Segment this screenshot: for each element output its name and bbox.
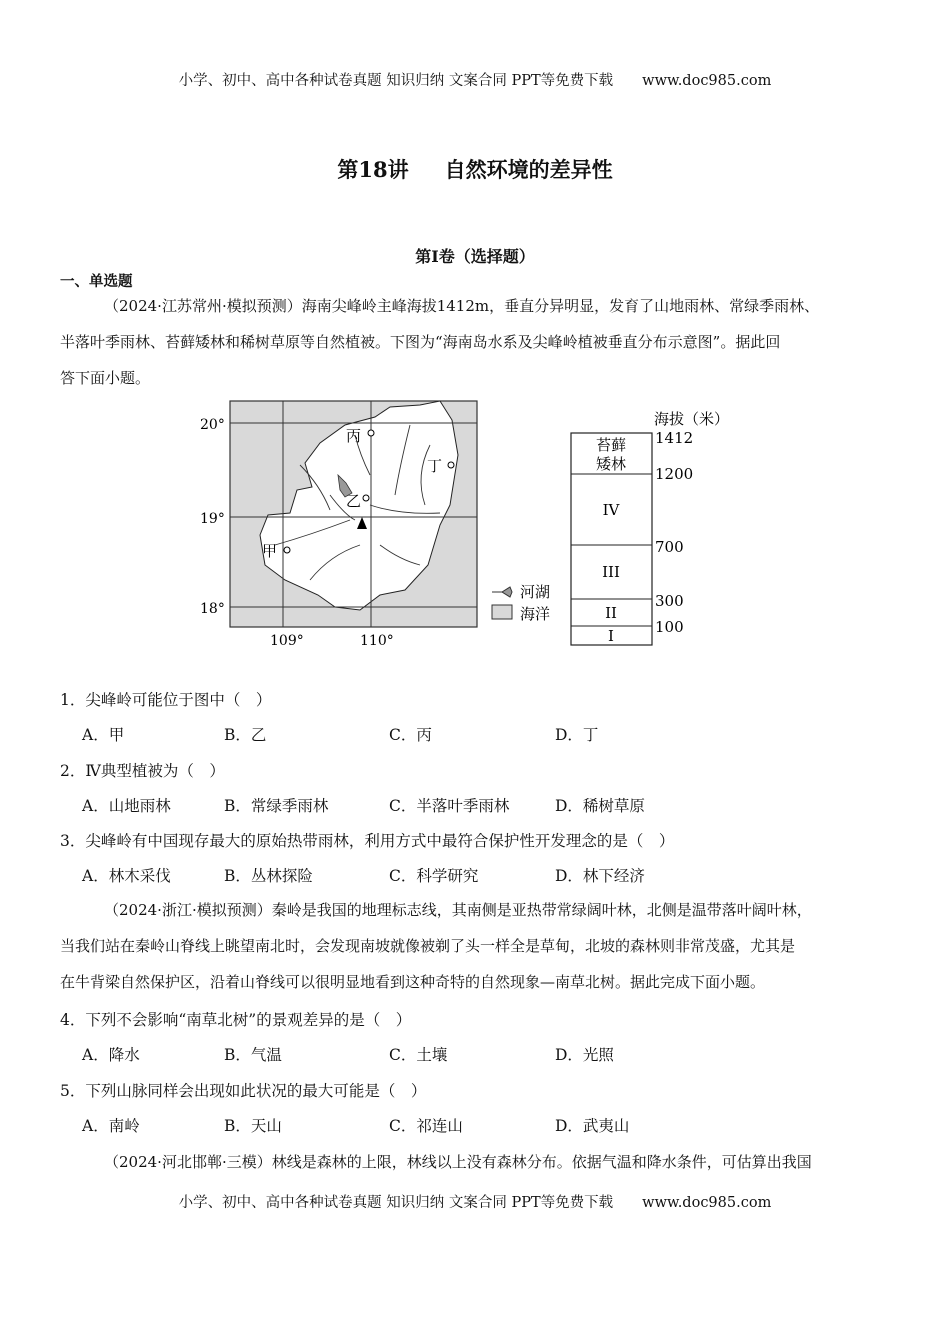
elevation-label: 700 [655,538,684,556]
zone-label: IV [602,501,620,519]
hainan-map [200,401,477,649]
map-legend [492,583,550,623]
page-header: 小学、初中、高中各种试卷真题 知识归纳 文案合同 PPT等免费下载 www.doc985.com [178,73,772,89]
answer-option: D．武夷山 [555,1117,630,1135]
zone-label: II [605,604,617,622]
passage-line: 答下面小题。 [60,369,151,387]
passage-line: 半落叶季雨林、苔藓矮林和稀树草原等自然植被。下图为“海南岛水系及尖峰岭植被垂直分布示意图”。据此回 [60,333,781,351]
elevation-label: 100 [655,618,684,636]
passage-line: 在牛背梁自然保护区，沿着山脊线可以很明显地看到这种奇特的自然现象—南草北树。据此完成下面小题。 [60,973,766,991]
lat-label: 18° [200,601,225,617]
page-title [0,154,950,184]
answer-option: D．丁 [555,726,599,744]
answer-option: B．天山 [224,1117,282,1135]
passage-line: （2024·河北邯郸·三模）林线是森林的上限，林线以上没有森林分布。依据气温和降水条件，可估算出我国 [104,1153,812,1171]
answer-option: B．乙 [224,726,267,744]
vegetation-column [571,410,729,645]
answer-option: C．科学研究 [389,867,479,885]
lon-label: 110° [360,633,394,649]
answer-option: D．光照 [555,1046,614,1064]
passage-line: （2024·浙江·模拟预测）秦岭是我国的地理标志线，其南侧是亚热带常绿阔叶林，北侧是温带落叶阔叶林， [104,901,812,919]
zone-label: III [602,563,620,581]
answer-option: C．祁连山 [389,1117,463,1135]
lat-label: 19° [200,511,225,527]
answer-option: A．林木采伐 [82,867,171,885]
elevation-label: 1412 [655,429,694,447]
legend-label: 海洋 [520,605,551,623]
ocean-swatch-icon [492,605,512,619]
lecture-number: 第18讲 [337,157,409,182]
passage-line: （2024·江苏常州·模拟预测）海南尖峰岭主峰海拔1412m，垂直分异明显，发育了山地雨林、常绿季雨林、 [104,297,820,315]
place-bing: 丙 [346,427,362,445]
elevation-label: 300 [655,592,684,610]
question-stem: 2．Ⅳ典型植被为（ ） [60,762,225,780]
legend-label: 河湖 [520,583,551,601]
answer-option: B．常绿季雨林 [224,797,329,815]
answer-option: D．稀树草原 [555,797,645,815]
answer-option: C．土壤 [389,1046,448,1064]
question-stem: 3．尖峰岭有中国现存最大的原始热带雨林，利用方式中最符合保护性开发理念的是（ ） [60,832,675,850]
river-lake-icon [492,587,512,597]
elevation-label: 1200 [655,465,694,483]
place-jia: 甲 [262,542,278,560]
answer-option: C．丙 [389,726,432,744]
answer-option: A．降水 [82,1046,140,1064]
question-stem: 4．下列不会影响“南草北树”的景观差异的是（ ） [60,1011,412,1029]
zone-label: I [608,627,614,645]
zone-label: 苔藓 [596,436,627,454]
lon-label: 109° [270,633,304,649]
answer-option: D．林下经济 [555,867,645,885]
answer-option: A．南岭 [82,1117,140,1135]
answer-option: A．山地雨林 [82,797,171,815]
answer-option: B．气温 [224,1046,282,1064]
question-stem: 1．尖峰岭可能位于图中（ ） [60,691,272,709]
section-heading: 一、单选题 [60,273,133,290]
hainan-figure [0,395,950,660]
volume-heading: 第I卷（选择题） [415,247,535,266]
passage-line: 当我们站在秦岭山脊线上眺望南北时，会发现南坡就像被剃了头一样全是草甸，北坡的森林则非常茂盛，尤其是 [60,937,796,955]
zone-label: 矮林 [596,455,627,473]
answer-option: C．半落叶季雨林 [389,797,510,815]
question-stem: 5．下列山脉同样会出现如此状况的最大可能是（ ） [60,1082,427,1100]
column-title: 海拔（米） [654,410,730,428]
answer-option: A．甲 [82,726,125,744]
lat-label: 20° [200,417,225,433]
place-yi: 乙 [346,492,362,510]
page-footer: 小学、初中、高中各种试卷真题 知识归纳 文案合同 PPT等免费下载 www.doc985.com [178,1195,772,1211]
place-ding: 丁 [427,457,443,475]
answer-option: B．丛林探险 [224,867,313,885]
lecture-topic: 自然环境的差异性 [444,157,613,182]
